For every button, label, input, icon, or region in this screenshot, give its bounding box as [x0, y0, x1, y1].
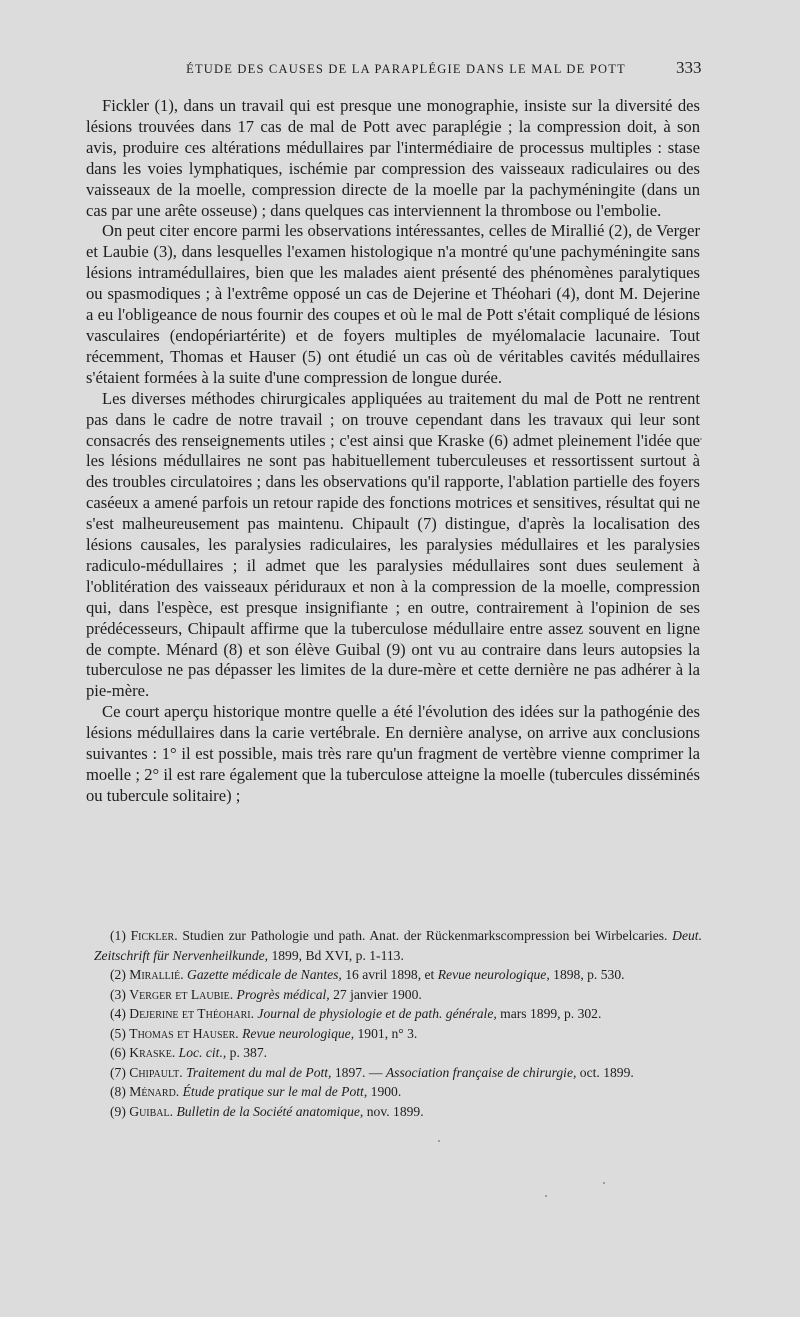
- footnote: [94, 1043, 702, 1063]
- footnote-source: Revue neurologique,: [242, 1025, 355, 1041]
- footnote-text: 1901, n° 3.: [357, 1025, 418, 1041]
- paragraph: On peut citer encore parmi les observations intéressantes, celles de Mirallié (2), de Verger et Laubie (3), dans lesquelles l'examen histologique n'a montré qu'une pachyméningite sans lésions intramédullaires, bien que les malades aient présenté des phénomènes paralytiques ou spasmodiques ; à l'extrême opposé un cas de Dejerine et Théohari (4), dont M. Dejerine a eu l'obligeance de nous fournir des coupes et où le mal de Pott s'était compliqué de lésions vasculaires (endopériartérite) et de foyers multiples de myélomalacie lacunaire. Tout récemment, Thomas et Hauser (5) ont étudié un cas où de véritables cavités médullaires s'étaient formées à la suite d'une compression de longue durée.: [86, 221, 700, 387]
- footnote-author: Ménard.: [129, 1084, 180, 1099]
- paper-speck: [438, 1140, 440, 1142]
- footnote-text: 1898, p. 530.: [553, 967, 625, 982]
- paragraph: Ce court aperçu historique montre quelle a été l'évolution des idées sur la pathogénie des lésions médullaires dans la carie vertébrale. En dernière analyse, on arrive aux conclusions suivantes : 1° il est possible, mais très rare qu'un fragment de vertèbre vienne comprimer la moelle ; 2° il est rare également que la tuberculose atteigne la moelle (tubercules disséminés ou tubercule solitaire) ;: [86, 702, 700, 805]
- footnote-text: p. 387.: [229, 1045, 268, 1060]
- footnote: [94, 1063, 702, 1083]
- footnote-number: (2): [110, 967, 126, 982]
- footnote: [94, 985, 702, 1005]
- footnote-number: (4): [110, 1006, 126, 1021]
- footnote-author: Dejerine et Théohari.: [129, 1006, 254, 1021]
- footnote-number: (8): [110, 1084, 126, 1099]
- footnote-text: Studien zur Pathologie und path. Anat. der Rückenmarkscompression bei Wirbelcaries.: [182, 928, 668, 943]
- footnote-author: Mirallié.: [129, 967, 184, 982]
- footnote-number: (5): [110, 1025, 126, 1041]
- footnote-source: Étude pratique sur le mal de Pott,: [182, 1084, 368, 1099]
- footnote-number: (6): [110, 1045, 126, 1060]
- footnote-number: (3): [110, 986, 126, 1002]
- footnote-source: Loc. cit.,: [178, 1045, 227, 1060]
- footnote-source: Revue neurologique,: [437, 967, 550, 982]
- footnote-source: Gazette médicale de Nantes,: [187, 967, 342, 982]
- paper-speck: [700, 438, 702, 440]
- footnotes: [94, 926, 702, 1121]
- footnote: [94, 1102, 702, 1122]
- paper-speck: [603, 1182, 605, 1184]
- footnote-text: 27 janvier 1900.: [333, 986, 422, 1002]
- footnote-source: Progrès médical,: [236, 986, 330, 1002]
- footnote: [94, 1024, 702, 1044]
- running-title: ÉTUDE DES CAUSES DE LA PARAPLÉGIE DANS LE MAL DE POTT: [186, 62, 626, 76]
- footnote-author: Guibal.: [129, 1103, 174, 1119]
- body-text: [86, 96, 700, 807]
- page-number: 333: [676, 58, 702, 77]
- footnote: [94, 965, 702, 985]
- footnote: [94, 926, 702, 965]
- footnote-source: Journal de physiologie et de path. générale,: [257, 1006, 497, 1021]
- footnote: [94, 1082, 702, 1102]
- footnote-author: Fickler.: [130, 928, 178, 943]
- footnote-text: 1897. —: [334, 1064, 383, 1080]
- footnote-author: Thomas et Hauser.: [129, 1025, 239, 1041]
- footnote-source: Traitement du mal de Pott,: [186, 1064, 332, 1080]
- footnote-author: Kraske.: [129, 1045, 176, 1060]
- paragraph: Les diverses méthodes chirurgicales appliquées au traitement du mal de Pott ne rentrent pas dans le cadre de notre travail ; on trouve cependant dans les travaux qui leur sont consacrés des renseignements utiles ; c'est ainsi que Kraske (6) admet pleinement l'idée que les lésions médullaires ne sont pas habituellement tuberculeuses et ressortissent surtout à des troubles circulatoires ; dans les observations qu'il rapporte, l'ablation partielle des foyers caséeux a amené parfois un retour rapide des fonctions motrices et sensitives, résultat qui ne s'est malheureusement pas maintenu. Chipault (7) distingue, d'après la localisation des lésions causales, les paralysies radiculaires, les paralysies médullaires et les paralysies radiculo-médullaires ; il admet que les paralysies médullaires sont dues seulement à l'oblitération des vaisseaux péridurauх et non à la compression de la moelle, compression qui, dans l'espèce, est presque insignifiante ; en outre, contrairement à l'opinion de ses prédécesseurs, Chipault affirme que la tuberculose médullaire entre assez souvent en ligne de compte. Ménard (8) et son élève Guibal (9) ont vu au contraire dans leurs autopsies la tuberculose ne pas dépasser les limites de la dure-mère et cette dernière ne pas adhérer à la pie-mère.: [86, 388, 700, 701]
- footnote-text: nov. 1899.: [366, 1103, 424, 1119]
- footnote-author: Chipault.: [129, 1064, 183, 1080]
- footnote-text: mars 1899, p. 302.: [500, 1006, 602, 1021]
- footnote: [94, 1004, 702, 1024]
- footnote-source: Association française de chirurgie,: [385, 1064, 577, 1080]
- footnote-source: Deut. Zeitschrift für Nervenheilkunde,: [94, 928, 702, 963]
- footnote-source: Bulletin de la Société anatomique,: [176, 1103, 364, 1119]
- footnote-text: 1900.: [370, 1084, 402, 1099]
- footnote-number: (1): [110, 928, 126, 943]
- footnote-author: Verger et Laubie.: [129, 986, 234, 1002]
- footnote-number: (7): [110, 1064, 126, 1080]
- footnote-text: 1899, Bd XVI, p. 1-113.: [271, 947, 404, 963]
- footnote-text: oct. 1899.: [579, 1064, 634, 1080]
- footnote-text: 16 avril 1898, et: [345, 967, 435, 982]
- paper-speck: [545, 1195, 547, 1197]
- footnote-number: (9): [110, 1103, 126, 1119]
- paragraph: Fickler (1), dans un travail qui est presque une monographie, insiste sur la diversité des lésions trouvées dans 17 cas de mal de Pott avec paraplégie ; la compression doit, à son avis, produire ces altérations médullaires par l'intermédiaire de processus multiples : stase dans les voies lymphatiques, ischémie par compression des vaisseaux radiculaires ou des vaisseaux de la moelle, compression directe de la moelle par la pachyméningite (dans un cas par une arête osseuse) ; dans quelques cas interviennent la thrombose ou l'embolie.: [86, 96, 700, 220]
